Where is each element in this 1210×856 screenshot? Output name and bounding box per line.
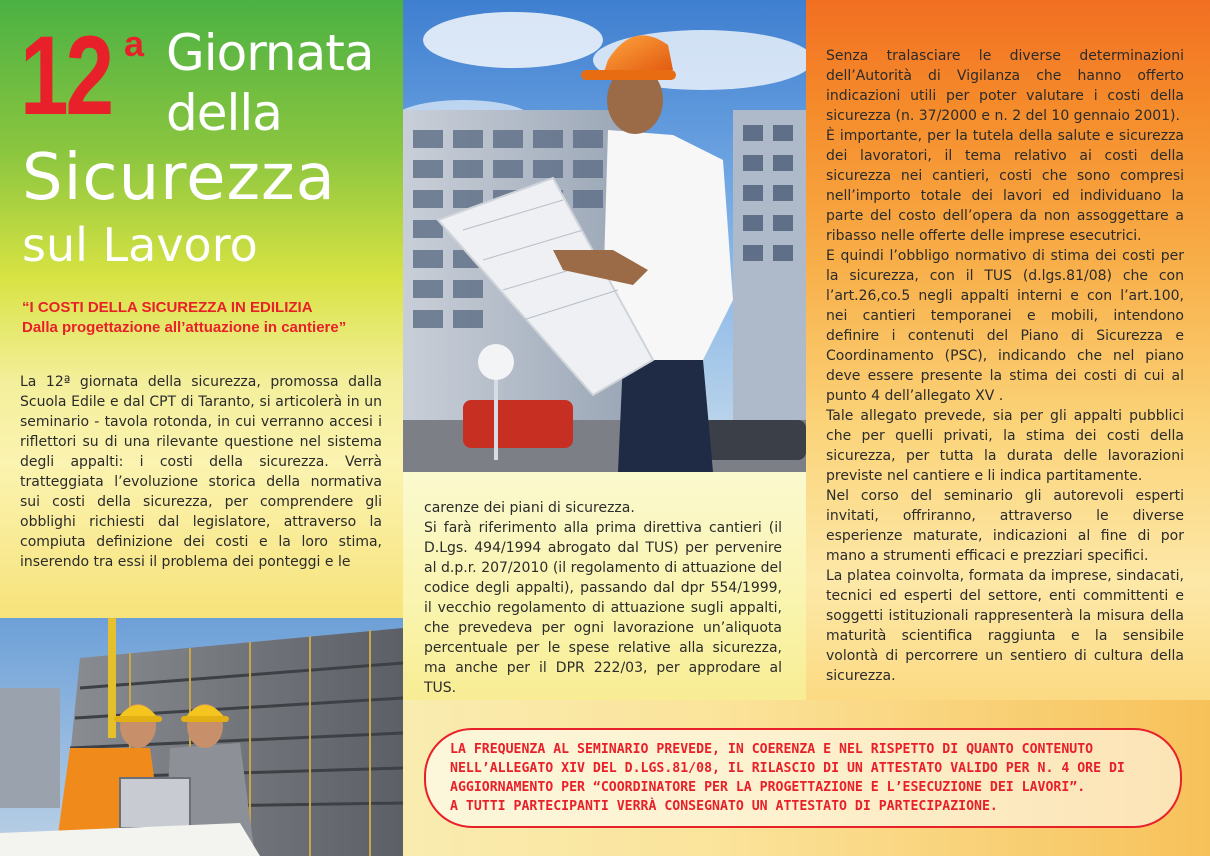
column-3-paragraph-4: Tale allegato prevede, sia per gli appalti pubblici che per quelli privati, la stima dei costi della sicurezza, per tutta la durata delle lavorazioni previste nel cantiere e li indica partitamente. <box>826 408 1184 484</box>
engineers-photo-illustration <box>0 618 403 856</box>
event-subtitle <box>22 298 392 338</box>
worker-photo-illustration <box>403 0 806 472</box>
title-number: 12 <box>20 13 111 138</box>
column-3-paragraph-5: Nel corso del seminario gli autorevoli esperti invitati, offriranno, attraverso le diverse esperienze maturate, indicazioni al fine di por mano a strumenti efficaci e prezziari specifici. <box>826 488 1184 564</box>
notice-line-4: A TUTTI PARTECIPANTI VERRÀ CONSEGNATO UN ATTESTATO DI PARTECIPAZIONE. <box>450 799 998 814</box>
title-della: della <box>166 84 282 142</box>
notice-line-1: LA FREQUENZA AL SEMINARIO PREVEDE, IN COERENZA E NEL RISPETTO DI QUANTO CONTENUTO <box>450 742 1094 757</box>
subtitle-line-2: Dalla progettazione all’attuazione in cantiere” <box>22 319 347 336</box>
subtitle-line-1: “I COSTI DELLA SICUREZZA IN EDILIZIA <box>22 299 313 316</box>
notice-line-3: AGGIORNAMENTO PER “COORDINATORE PER LA PROGETTAZIONE E L’ESECUZIONE DEI LAVORI”. <box>450 780 1086 795</box>
column-3-paragraph-2: È importante, per la tutela della salute e sicurezza dei lavoratori, il tema relativo ai costi della sicurezza nei cantieri, costi che sono compresi nell’importo totale dei lavori ed individuano la parte del costo dell’opera da non assoggettare a ribasso nelle offerte delle imprese esecutrici. <box>826 128 1184 244</box>
worker-with-blueprint-photo <box>403 0 806 472</box>
title-sul-lavoro: sul Lavoro <box>22 218 258 272</box>
engineers-at-site-photo <box>0 618 403 856</box>
attestation-notice-box <box>424 728 1182 828</box>
column-2-text <box>424 498 782 698</box>
column-1-paragraph: La 12ª giornata della sicurezza, promossa dalla Scuola Edile e dal CPT di Taranto, si articolerà in un seminario - tavola rotonda, in cui verranno accesi i riflettori su di una rilevante questione nel sistema degli appalti: i costi della sicurezza. Verrà tratteggiata l’evoluzione storica della normativa sui costi della sicurezza, per comprendere gli obblighi richiesti dal legislatore, attraverso la compiuta definizione dei costi e la loro stima, inserendo tra essi il problema dei ponteggi e le <box>20 374 382 570</box>
notice-line-2: NELL’ALLEGATO XIV DEL D.LGS.81/08, IL RILASCIO DI UN ATTESTATO VALIDO PER N. 4 ORE DI <box>450 761 1125 776</box>
column-3-paragraph-3: E quindi l’obbligo normativo di stima dei costi per la sicurezza, con il TUS (d.lgs.81/08) che con l’art.26,co.5 negli appalti interni e con l’art.100, nei cantieri temporanei e mobili, intendono definire i contenuti del Piano di Sicurezza e Coordinamento (PSC), indicando che nel piano deve essere presente la stima dei costi di cui al punto 4 dell’allegato XV . <box>826 248 1184 404</box>
title-giornata: Giornata <box>166 24 374 82</box>
title-sicurezza: Sicurezza <box>22 141 336 215</box>
column-3-paragraph-6: La platea coinvolta, formata da imprese, sindacati, tecnici ed esperti del settore, enti committenti e soggetti istituzionali rappresenterà la misura della maturità scientifica raggiunta e la sensibile volontà di percorrere un sentiero di cultura della sicurezza. <box>826 568 1184 684</box>
column-2-paragraph-1: carenze dei piani di sicurezza. <box>424 500 635 516</box>
column-3-paragraph-1: Senza tralasciare le diverse determinazioni dell’Autorità di Vigilanza che hanno offerto indicazioni utili per poter valutare i costi della sicurezza (n. 37/2000 e n. 2 del 10 gennaio 2001). <box>826 48 1184 124</box>
column-2-paragraph-2: Si farà riferimento alla prima direttiva cantieri (il D.Lgs. 494/1994 abrogato dal TUS) per pervenire al d.p.r. 207/2010 (il regolamento di attuazione del codice degli appalti), passando dal dpr 554/1999, il vecchio regolamento di attuazione sugli appalti, che prevedeva per ogni lavorazione un’aliquota percentuale per le spese relative alla sicurezza, ma anche per il DPR 222/03, per approdare al TUS. <box>424 520 782 696</box>
column-3-text <box>826 46 1184 686</box>
title-superscript: a <box>124 23 145 64</box>
column-1-text <box>20 372 382 572</box>
